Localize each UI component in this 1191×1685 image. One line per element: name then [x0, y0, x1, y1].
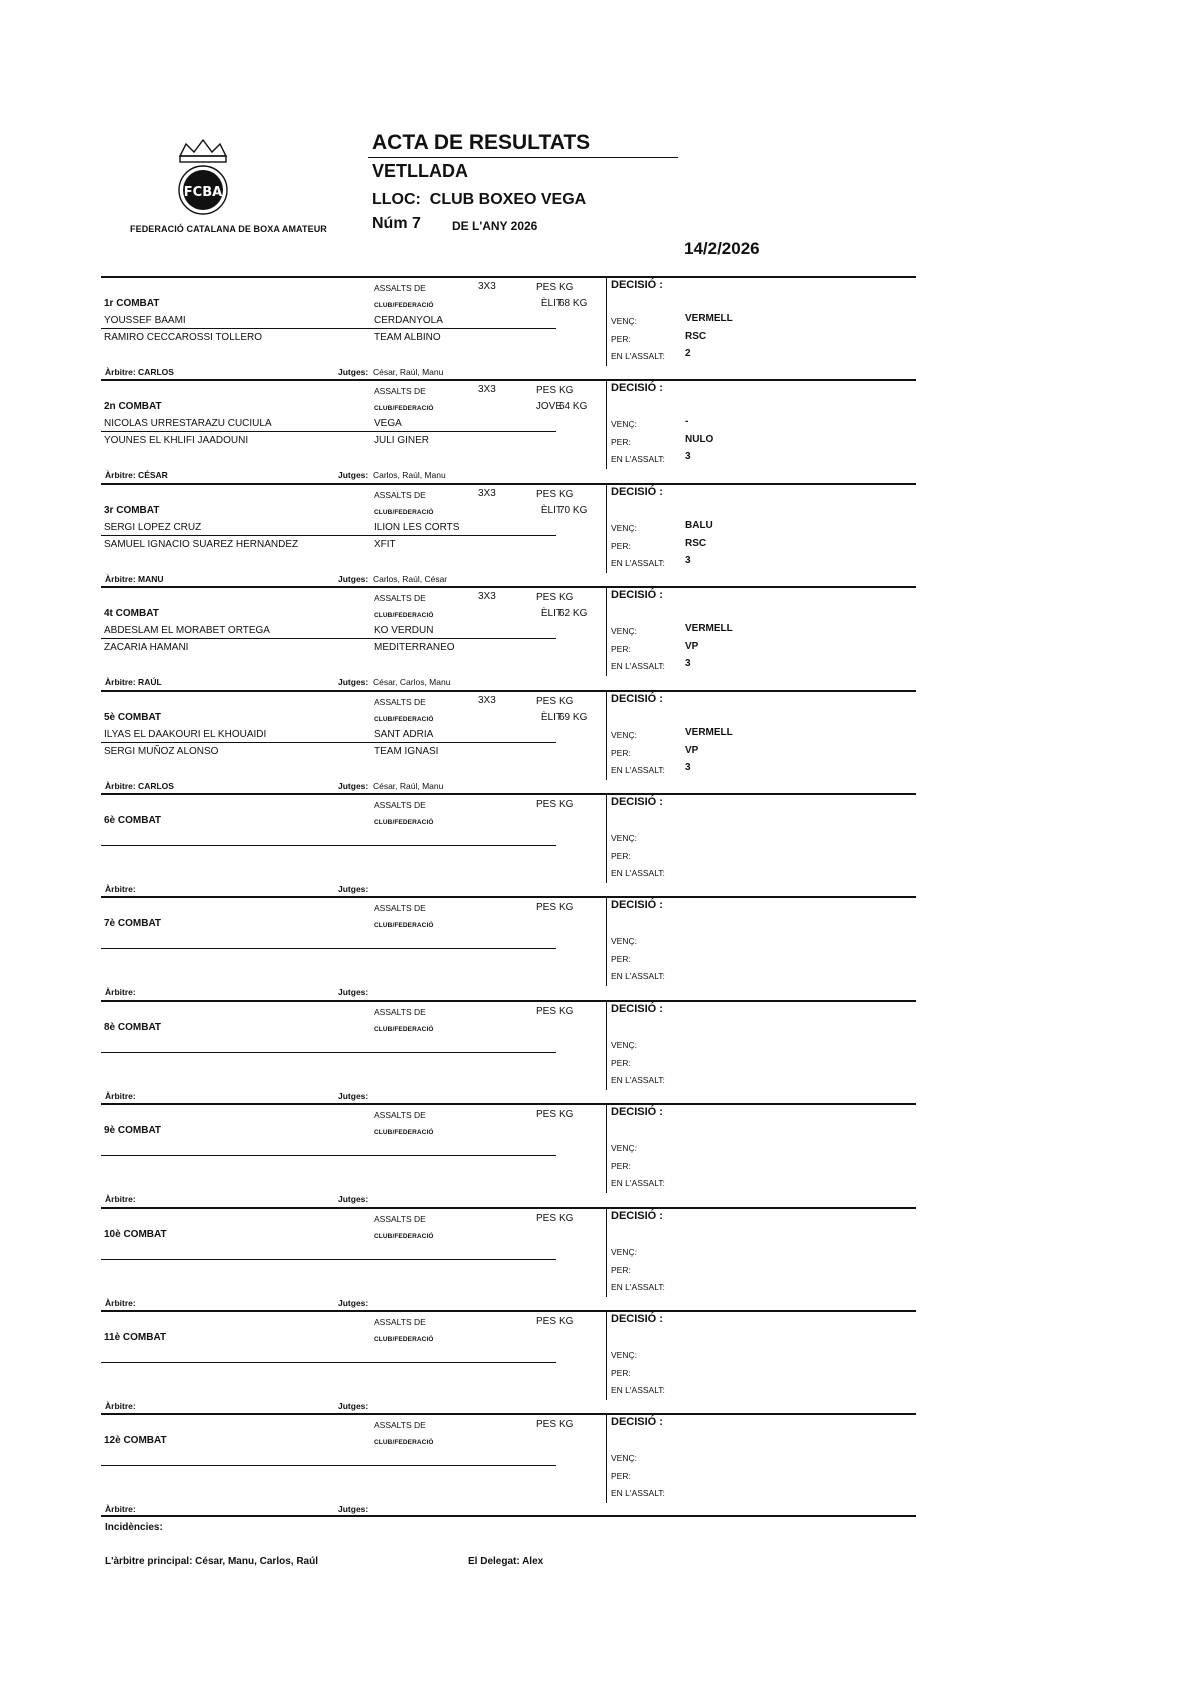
jutges-label: Jutges:	[338, 780, 369, 791]
arbitre: Àrbitre:	[105, 1194, 136, 1205]
per-label: PER:	[611, 1368, 631, 1378]
weight-value: 70 KG	[559, 504, 588, 516]
pes-label: PES	[536, 1316, 557, 1327]
assalt-value: 3	[685, 554, 691, 566]
main-referee: L'àrbitre principal: César, Manu, Carlos, Raúl	[105, 1556, 318, 1567]
jutges-label: Jutges:	[338, 470, 369, 481]
assalt-value: 2	[685, 348, 691, 359]
jutges-label: Jutges:	[338, 677, 369, 688]
rounds-value: 3X3	[478, 694, 496, 706]
fighter-2-name: SAMUEL IGNACIO SUAREZ HERNANDEZ	[104, 538, 299, 550]
jutges	[338, 1401, 371, 1411]
decisio-label: DECISIÓ :	[611, 279, 663, 291]
jutges-label: Jutges:	[338, 1504, 369, 1515]
jutges-label: Jutges:	[338, 367, 369, 377]
combat-title: 4t COMBAT	[104, 608, 159, 620]
assalt-value: 3	[685, 451, 691, 463]
fighter-1-name: YOUSSEF BAAMI	[104, 315, 186, 326]
fighter-separator	[101, 1259, 556, 1260]
fighter-1-club: CERDANYOLA	[374, 315, 443, 326]
assalt-label: EN L'ASSALT:	[611, 1281, 665, 1292]
fighter-separator	[101, 1052, 556, 1053]
category-value: ÈLIT	[540, 504, 562, 516]
rounds-value: 3X3	[478, 384, 496, 396]
assalt-label: EN L'ASSALT:	[611, 454, 665, 465]
venc-value: -	[685, 416, 689, 428]
table-bottom-line	[101, 1515, 916, 1517]
combat-block-3	[101, 483, 916, 586]
decisio-label: DECISIÓ :	[611, 796, 663, 808]
venc-label: VENÇ:	[611, 626, 637, 637]
pes-label: PES	[536, 1212, 557, 1224]
arbitre: Àrbitre: CARLOS	[105, 780, 174, 791]
kg-label: KG	[559, 799, 574, 810]
venc-label: VENÇ:	[611, 1350, 637, 1360]
club-label: CLUB/FEDERACIÓ	[374, 612, 434, 620]
per-label: PER:	[611, 747, 631, 758]
per-label: PER:	[611, 1471, 631, 1482]
jutges	[338, 367, 443, 377]
venc-label: VENÇ:	[611, 316, 637, 326]
jutges	[338, 1504, 371, 1514]
combat-separator	[101, 896, 916, 898]
club-label: CLUB/FEDERACIÓ	[374, 405, 434, 413]
jutges-value: César, Raúl, Manu	[372, 780, 444, 791]
assalts-label: ASSALTS DE	[374, 283, 426, 293]
kg-label: KG	[559, 1316, 574, 1327]
jutges	[338, 574, 447, 584]
arbitre: Àrbitre: CARLOS	[105, 367, 174, 377]
per-label: PER:	[611, 954, 631, 965]
pes-label: PES	[536, 799, 557, 810]
club-label: CLUB/FEDERACIÓ	[374, 1232, 434, 1240]
decision-divider	[606, 1209, 607, 1297]
combat-block-8	[101, 1000, 916, 1103]
pes-label: PES	[536, 488, 557, 500]
combat-block-11	[101, 1310, 916, 1413]
club-label: CLUB/FEDERACIÓ	[374, 1439, 434, 1447]
combat-block-7	[101, 896, 916, 999]
jutges-label: Jutges:	[338, 884, 369, 894]
combat-separator	[101, 586, 916, 588]
combat-separator	[101, 483, 916, 485]
jutges-label: Jutges:	[338, 573, 369, 584]
fighter-2-name: ZACARIA HAMANI	[104, 642, 189, 654]
fighter-separator	[101, 1155, 556, 1156]
jutges-value: César, Raúl, Manu	[372, 367, 444, 377]
rounds-value: 3X3	[478, 487, 496, 499]
fighter-1-club: SANT ADRIA	[374, 728, 434, 740]
per-value: VP	[685, 744, 699, 756]
rounds-value: 3X3	[478, 591, 496, 603]
jutges	[338, 1194, 371, 1204]
assalts-label: ASSALTS DE	[374, 696, 426, 707]
jutges-label: Jutges:	[338, 1090, 369, 1101]
assalts-label: ASSALTS DE	[374, 1006, 426, 1017]
venc-value: VERMELL	[685, 313, 733, 324]
category-value: JOVE	[535, 401, 562, 413]
assalts-label: ASSALTS DE	[374, 1317, 426, 1327]
venc-value: VERMELL	[685, 726, 733, 738]
combat-title: 12è COMBAT	[104, 1435, 167, 1447]
pes-label: PES	[536, 592, 557, 604]
per-value: VP	[685, 641, 699, 653]
kg-label: KG	[559, 592, 574, 604]
combat-block-10	[101, 1207, 916, 1310]
fighter-1-club: KO VERDUN	[374, 625, 434, 637]
svg-text:FCBA: FCBA	[183, 185, 223, 200]
jutges	[338, 677, 450, 687]
decision-divider	[606, 795, 607, 883]
venc-label: VENÇ:	[611, 833, 637, 843]
combat-separator	[101, 1310, 916, 1312]
combat-title: 10è COMBAT	[104, 1228, 167, 1240]
fighter-separator	[101, 535, 556, 536]
arbitre: Àrbitre: CÉSAR	[105, 470, 168, 481]
fighter-1-club: VEGA	[374, 418, 402, 430]
category-value: ÈLIT	[540, 711, 562, 723]
combat-separator	[101, 793, 916, 795]
fighter-separator	[101, 431, 556, 432]
event-year: DE L'ANY 2026	[452, 219, 538, 233]
per-label: PER:	[611, 1161, 631, 1172]
delegate: El Delegat: Alex	[468, 1556, 544, 1567]
combat-title: 6è COMBAT	[104, 815, 162, 826]
fighter-separator	[101, 328, 556, 329]
assalt-label: EN L'ASSALT:	[611, 661, 665, 672]
venc-label: VENÇ:	[611, 1246, 637, 1257]
combat-title: 7è COMBAT	[104, 918, 162, 930]
venc-value: BALU	[685, 519, 713, 531]
decisio-label: DECISIÓ :	[611, 1416, 663, 1429]
combat-separator	[101, 1413, 916, 1415]
club-label: CLUB/FEDERACIÓ	[374, 819, 434, 826]
pes-label: PES	[536, 282, 557, 293]
federation-logo	[168, 138, 238, 216]
weight-value: 64 KG	[559, 401, 588, 413]
jutges-label: Jutges:	[338, 987, 369, 998]
arbitre: Àrbitre:	[105, 1090, 136, 1101]
combat-title: 5è COMBAT	[104, 711, 162, 723]
combat-title: 2n COMBAT	[104, 401, 162, 413]
federation-name: FEDERACIÓ CATALANA DE BOXA AMATEUR	[130, 224, 327, 234]
per-value: RSC	[685, 537, 707, 549]
rounds-value: 3X3	[478, 281, 496, 292]
per-label: PER:	[611, 1057, 631, 1068]
jutges-label: Jutges:	[338, 1401, 369, 1411]
venc-label: VENÇ:	[611, 1039, 637, 1050]
fighter-1-club: ILION LES CORTS	[374, 521, 460, 533]
venc-label: VENÇ:	[611, 729, 637, 740]
jutges-value: Carlos, Raúl, César	[372, 573, 448, 584]
arbitre: Àrbitre: RAÚL	[105, 677, 162, 688]
title-underline	[368, 157, 678, 158]
combat-separator	[101, 276, 916, 278]
jutges-value: César, Carlos, Manu	[372, 677, 451, 688]
assalt-label: EN L'ASSALT:	[611, 764, 665, 775]
venc-label: VENÇ:	[611, 1453, 637, 1464]
fighter-2-club: TEAM IGNASI	[374, 745, 439, 757]
fighter-2-club: TEAM ALBINO	[374, 332, 441, 343]
pes-label: PES	[536, 695, 557, 707]
assalt-value: 3	[685, 658, 691, 670]
fighter-2-club: MEDITERRANEO	[374, 642, 455, 654]
assalts-label: ASSALTS DE	[374, 903, 426, 914]
combat-separator	[101, 1000, 916, 1002]
jutges	[338, 1091, 371, 1101]
combat-block-9	[101, 1103, 916, 1206]
pes-label: PES	[536, 385, 557, 397]
per-label: PER:	[611, 334, 631, 344]
fighter-separator	[101, 845, 556, 846]
combat-block-4	[101, 586, 916, 689]
decision-divider	[606, 485, 607, 573]
assalt-label: EN L'ASSALT:	[611, 1488, 665, 1499]
arbitre: Àrbitre:	[105, 1401, 136, 1411]
fighter-1-name: ABDESLAM EL MORABET ORTEGA	[104, 625, 270, 637]
decisio-label: DECISIÓ :	[611, 1106, 663, 1119]
per-label: PER:	[611, 1264, 631, 1275]
fighter-2-name: YOUNES EL KHLIFI JAADOUNI	[104, 435, 249, 447]
kg-label: KG	[559, 1419, 574, 1431]
pes-label: PES	[536, 902, 557, 914]
combat-block-12	[101, 1413, 916, 1516]
jutges	[338, 781, 443, 791]
per-label: PER:	[611, 851, 631, 861]
combat-block-1	[101, 276, 916, 379]
event-number: Núm 7	[372, 215, 421, 232]
kg-label: KG	[559, 385, 574, 397]
club-label: CLUB/FEDERACIÓ	[374, 715, 434, 723]
decisio-label: DECISIÓ :	[611, 589, 663, 602]
per-value: NULO	[685, 434, 714, 446]
fighter-separator	[101, 742, 556, 743]
fighter-2-name: SERGI MUÑOZ ALONSO	[104, 745, 219, 757]
venc-value: VERMELL	[685, 623, 733, 635]
jutges	[338, 884, 371, 894]
venc-label: VENÇ:	[611, 1143, 637, 1154]
kg-label: KG	[559, 1109, 574, 1121]
assalt-label: EN L'ASSALT:	[611, 1074, 665, 1085]
weight-value: 68 KG	[559, 298, 588, 309]
jutges-label: Jutges:	[338, 1297, 369, 1308]
club-label: CLUB/FEDERACIÓ	[374, 922, 434, 930]
arbitre: Àrbitre:	[105, 884, 136, 894]
decision-divider	[606, 1312, 607, 1400]
arbitre: Àrbitre:	[105, 987, 136, 998]
venue-value: CLUB BOXEO VEGA	[429, 191, 587, 208]
combat-title: 8è COMBAT	[104, 1021, 162, 1033]
assalts-label: ASSALTS DE	[374, 1110, 426, 1121]
pes-label: PES	[536, 1419, 557, 1431]
assalt-label: EN L'ASSALT:	[611, 1178, 665, 1189]
decision-divider	[606, 1415, 607, 1503]
decision-divider	[606, 381, 607, 469]
assalt-label: EN L'ASSALT:	[611, 971, 665, 982]
decision-divider	[606, 898, 607, 986]
combat-title: 3r COMBAT	[104, 504, 160, 516]
decisio-label: DECISIÓ :	[611, 1002, 663, 1015]
fighter-separator	[101, 948, 556, 949]
venc-label: VENÇ:	[611, 522, 637, 533]
combat-block-2	[101, 379, 916, 482]
decisio-label: DECISIÓ :	[611, 899, 663, 912]
assalt-label: EN L'ASSALT:	[611, 557, 665, 568]
kg-label: KG	[559, 282, 574, 293]
combat-separator	[101, 379, 916, 381]
decisio-label: DECISIÓ :	[611, 382, 663, 395]
assalt-label: EN L'ASSALT:	[611, 1385, 665, 1395]
fighter-1-name: NICOLAS URRESTARAZU CUCIULA	[104, 418, 272, 430]
club-label: CLUB/FEDERACIÓ	[374, 1336, 434, 1343]
decision-divider	[606, 278, 607, 366]
per-label: PER:	[611, 540, 631, 551]
pes-label: PES	[536, 1109, 557, 1121]
jutges-label: Jutges:	[338, 1194, 369, 1205]
venue	[372, 191, 586, 209]
event-date: 14/2/2026	[684, 239, 760, 258]
assalts-label: ASSALTS DE	[374, 593, 426, 604]
assalt-label: EN L'ASSALT:	[611, 351, 665, 361]
combat-separator	[101, 690, 916, 692]
decision-divider	[606, 588, 607, 676]
club-label: CLUB/FEDERACIÓ	[374, 1129, 434, 1137]
club-label: CLUB/FEDERACIÓ	[374, 302, 434, 309]
assalts-label: ASSALTS DE	[374, 1420, 426, 1431]
assalt-value: 3	[685, 761, 691, 773]
kg-label: KG	[559, 1212, 574, 1224]
weight-value: 62 KG	[559, 608, 588, 620]
per-value: RSC	[685, 331, 707, 342]
assalts-label: ASSALTS DE	[374, 1213, 426, 1224]
fighter-2-club: JULI GINER	[374, 435, 430, 447]
arbitre: Àrbitre:	[105, 1504, 136, 1515]
assalts-label: ASSALTS DE	[374, 386, 426, 397]
venc-label: VENÇ:	[611, 936, 637, 947]
venc-label: VENÇ:	[611, 419, 637, 430]
jutges	[338, 470, 446, 480]
assalts-label: ASSALTS DE	[374, 489, 426, 500]
jutges-value: Carlos, Raúl, Manu	[372, 470, 446, 481]
pes-label: PES	[536, 1005, 557, 1017]
assalts-label: ASSALTS DE	[374, 800, 426, 810]
combat-separator	[101, 1103, 916, 1105]
fighter-2-club: XFIT	[374, 538, 396, 550]
jutges	[338, 1298, 371, 1308]
fighter-1-name: SERGI LOPEZ CRUZ	[104, 521, 202, 533]
kg-label: KG	[559, 695, 574, 707]
decision-divider	[606, 692, 607, 780]
kg-label: KG	[559, 1005, 574, 1017]
combat-title: 9è COMBAT	[104, 1125, 162, 1137]
arbitre: Àrbitre: MANU	[105, 573, 164, 584]
per-label: PER:	[611, 644, 631, 655]
club-label: CLUB/FEDERACIÓ	[374, 1025, 434, 1033]
decisio-label: DECISIÓ :	[611, 692, 663, 705]
incidencies-label: Incidències:	[105, 1522, 163, 1533]
per-label: PER:	[611, 437, 631, 448]
page-title: ACTA DE RESULTATS	[372, 131, 591, 154]
fighter-2-name: RAMIRO CECCAROSSI TOLLERO	[104, 332, 262, 343]
kg-label: KG	[559, 902, 574, 914]
fighter-separator	[101, 638, 556, 639]
decision-divider	[606, 1002, 607, 1090]
venue-label: LLOC:	[372, 191, 421, 208]
combat-block-5	[101, 690, 916, 793]
kg-label: KG	[559, 488, 574, 500]
jutges	[338, 987, 371, 997]
assalt-label: EN L'ASSALT:	[611, 868, 665, 878]
combat-title: 1r COMBAT	[104, 298, 160, 309]
combat-separator	[101, 1207, 916, 1209]
combat-block-6	[101, 793, 916, 896]
decisio-label: DECISIÓ :	[611, 1209, 663, 1222]
fighter-1-name: ILYAS EL DAAKOURI EL KHOUAIDI	[104, 728, 267, 740]
page-subtitle: VETLLADA	[372, 161, 468, 181]
fighter-separator	[101, 1465, 556, 1466]
category-value: ÈLIT	[540, 298, 562, 309]
arbitre: Àrbitre:	[105, 1297, 136, 1308]
decision-divider	[606, 1105, 607, 1193]
combat-title: 11è COMBAT	[104, 1332, 167, 1343]
decisio-label: DECISIÓ :	[611, 1313, 663, 1325]
decisio-label: DECISIÓ :	[611, 485, 663, 498]
fighter-separator	[101, 1362, 556, 1363]
weight-value: 69 KG	[559, 711, 588, 723]
category-value: ÈLIT	[540, 608, 562, 620]
club-label: CLUB/FEDERACIÓ	[374, 508, 434, 516]
